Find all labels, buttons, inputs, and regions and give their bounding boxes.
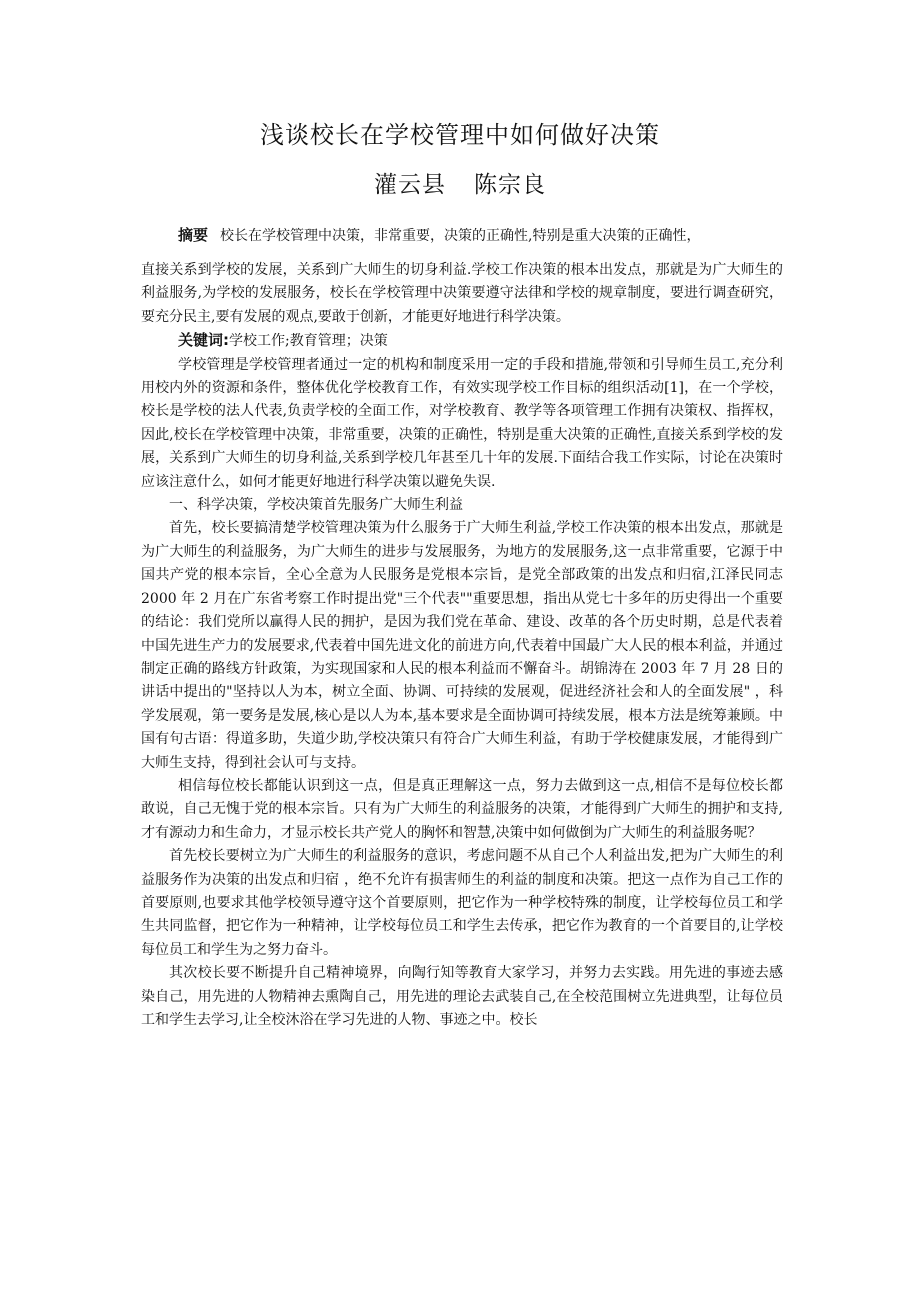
paragraph-5: 其次校长要不断提升自己精神境界，向陶行知等教育大家学习，并努力去实践。用先进的事迹去感染自己，用先进的人物精神去熏陶自己，用先进的理论去武装自己,在全校范围树立先进典型，让每位员工和学生去学习,让全校沐浴在学习先进的人物、事迹之中。校长	[141, 965, 783, 1028]
section-heading-1: 一、科学决策，学校决策首先服务广大师生利益	[169, 497, 463, 514]
abstract-label: 摘要	[178, 226, 209, 244]
paragraph-intro: 学校管理是学校管理者通过一定的机构和制度采用一定的手段和措施,带领和引导师生员工,充分利用校内外的资源和条件，整体优化学校教育工作，有效实现学校工作目标的组织活动[1]，在一个学校，校长是学校的法人代表,负责学校的全面工作，对学校教育、教学等各项管理工作拥有决策权、指挥权，因此,校长在学校管理中决策，非常重要，决策的正确性，特别是重大决策的正确性,直接关系到学校的发展，关系到广大师生的切身利益,关系到学校几年甚至几十年的发展.下面结合我工作实际，讨论在决策时应该注意什么，如何才能更好地进行科学决策以避免失误.	[141, 356, 783, 490]
author-place: 灌云县	[374, 172, 446, 198]
abstract-first-text: 校长在学校管理中决策，非常重要，决策的正确性,特别是重大决策的正确性，	[220, 228, 701, 244]
abstract-text: 直接关系到学校的发展，关系到广大师生的切身利益.学校工作决策的根本出发点，那就是为广大师生的利益服务,为学校的发展服务，校长在学校管理中决策要遵守法律和学校的规章制度，要进行调查研究，要充分民主,要有发展的观点,要敢于创新，才能更好地进行科学决策。	[141, 262, 783, 325]
keywords-label: 关键词:	[178, 331, 229, 350]
abstract-first-line	[141, 222, 783, 249]
author-name: 陈宗良	[474, 172, 546, 198]
author-line	[0, 168, 920, 202]
keywords-text: 学校工作;教育管理；决策	[229, 333, 388, 350]
paragraph-4: 首先校长要树立为广大师生的利益服务的意识，考虑问题不从自己个人利益出发,把为广大师生的利益服务作为决策的出发点和归宿 ，绝不允许有损害师生的利益的制度和决策。把这一点作为自己工作的首要原则,也要求其他学校领导遵守这个首要原则，把它作为一种学校特殊的制度，让学校每位员工和学生共同监督，把它作为一种精神，让学校每位员工和学生去传承，把它作为教育的一个首要目的,让学校每位员工和学生为之努力奋斗。	[141, 848, 783, 958]
paragraph-3: 相信每位校长都能认识到这一点，但是真正理解这一点，努力去做到这一点,相信不是每位校长都敢说，自己无愧于党的根本宗旨。只有为广大师生的利益服务的决策，才能得到广大师生的拥护和支持,才有源动力和生命力，才显示校长共产党人的胸怀和智慧,决策中如何做倒为广大师生的利益服务呢？	[141, 777, 783, 841]
keywords-line	[141, 329, 783, 353]
paragraph-2: 首先，校长要搞清楚学校管理决策为什么服务于广大师生利益,学校工作决策的根本出发点，那就是为广大师生的利益服务，为广大师生的进步与发展服务，为地方的发展服务,这一点非常重要，它源于中国共产党的根本宗旨，全心全意为人民服务是党根本宗旨，是党全部政策的出发点和归宿,江泽民同志 2000 年 2 月在广东省考察工作时提出党"三个代表""重要思想，指出从党七十多年的历史得出一个重要的结论：我们党所以赢得人民的拥护，是因为我们党在革命、建设、改革的各个历史时期，总是代表着中国先进生产力的发展要求,代表着中国先进文化的前进方向,代表着中国最广大人民的根本利益，并通过制定正确的路线方针政策，为实现国家和人民的根本利益而不懈奋斗。胡锦涛在 2003 年 7 月 28 日的讲话中提出的"坚持以人为本，树立全面、协调、可持续的发展观，促进经济社会和人的全面发展" ，科学发展观，第一要务是发展,核心是以人为本,基本要求是全面协调可持续发展，根本方法是统筹兼顾。中国有句古语：得道多助，失道少助,学校决策只有符合广大师生利益，有助于学校健康发展，才能得到广大师生支持，得到社会认可与支持。	[141, 520, 783, 771]
document-body	[141, 222, 783, 1032]
page-title: 浅谈校长在学校管理中如何做好决策	[260, 121, 660, 149]
